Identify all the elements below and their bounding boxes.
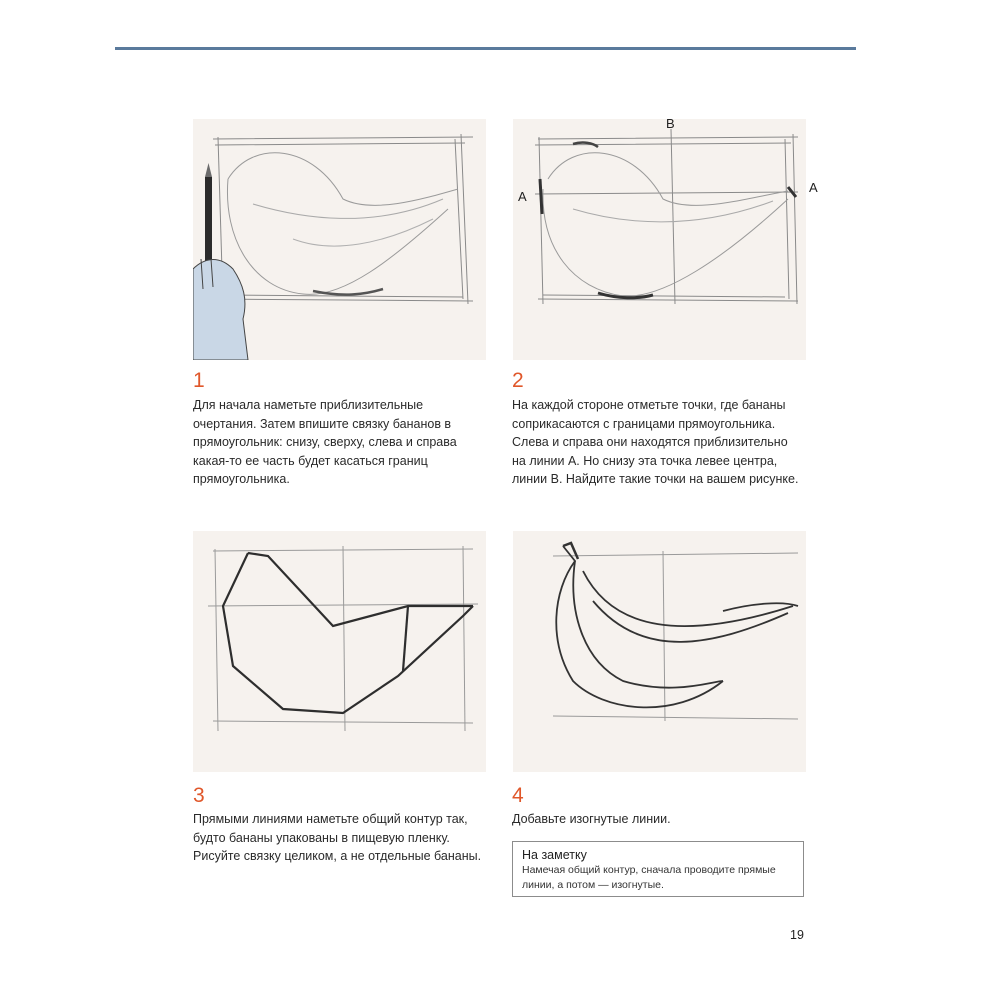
page-number: 19 — [790, 928, 804, 942]
sketch-step-3 — [193, 531, 486, 772]
sketch-step-1 — [193, 119, 486, 360]
sketch-step-2 — [513, 119, 806, 360]
note-text: Намечая общий контур, сначала проводите прямые линии, а потом — изогнутые. — [522, 864, 776, 891]
step-text-2: На каждой стороне отметьте точки, где бананы соприкасаются с границами прямоугольника. Слева и справа они находятся приблизительно на линии А. Но снизу эта точка левее центра, линии В. Найдите такие точки на вашем рисунке. — [512, 398, 799, 486]
step-text-1: Для начала наметьте приблизительные очертания. Затем впишите связку бананов в прямоугольник: снизу, сверху, слева и справа какая-то ее часть будет касаться границ прямоугольника. — [193, 398, 457, 486]
step-number-2: 2 — [512, 369, 524, 392]
step-number-3: 3 — [193, 784, 205, 807]
header-rule — [115, 47, 856, 50]
step-text-3: Прямыми линиями наметьте общий контур так, будто бананы упакованы в пищевую пленку. Рисуйте связку целиком, а не отдельные бананы. — [193, 812, 482, 863]
sketch-rectangle-with-lines-a-b — [513, 119, 806, 360]
label-a-left: A — [518, 189, 527, 204]
step-number-1: 1 — [193, 369, 205, 392]
sketch-straight-line-contour — [193, 531, 486, 772]
label-b-top: B — [666, 116, 675, 131]
label-a-right: A — [809, 180, 818, 195]
sketch-bananas-curved — [513, 531, 806, 772]
sketch-step-4 — [513, 531, 806, 772]
note-box — [512, 841, 804, 897]
note-title: На заметку — [522, 848, 587, 862]
step-number-4: 4 — [512, 784, 524, 807]
sketch-rectangle-bananas-with-pencil — [193, 119, 486, 360]
step-text-4: Добавьте изогнутые линии. — [512, 812, 671, 826]
